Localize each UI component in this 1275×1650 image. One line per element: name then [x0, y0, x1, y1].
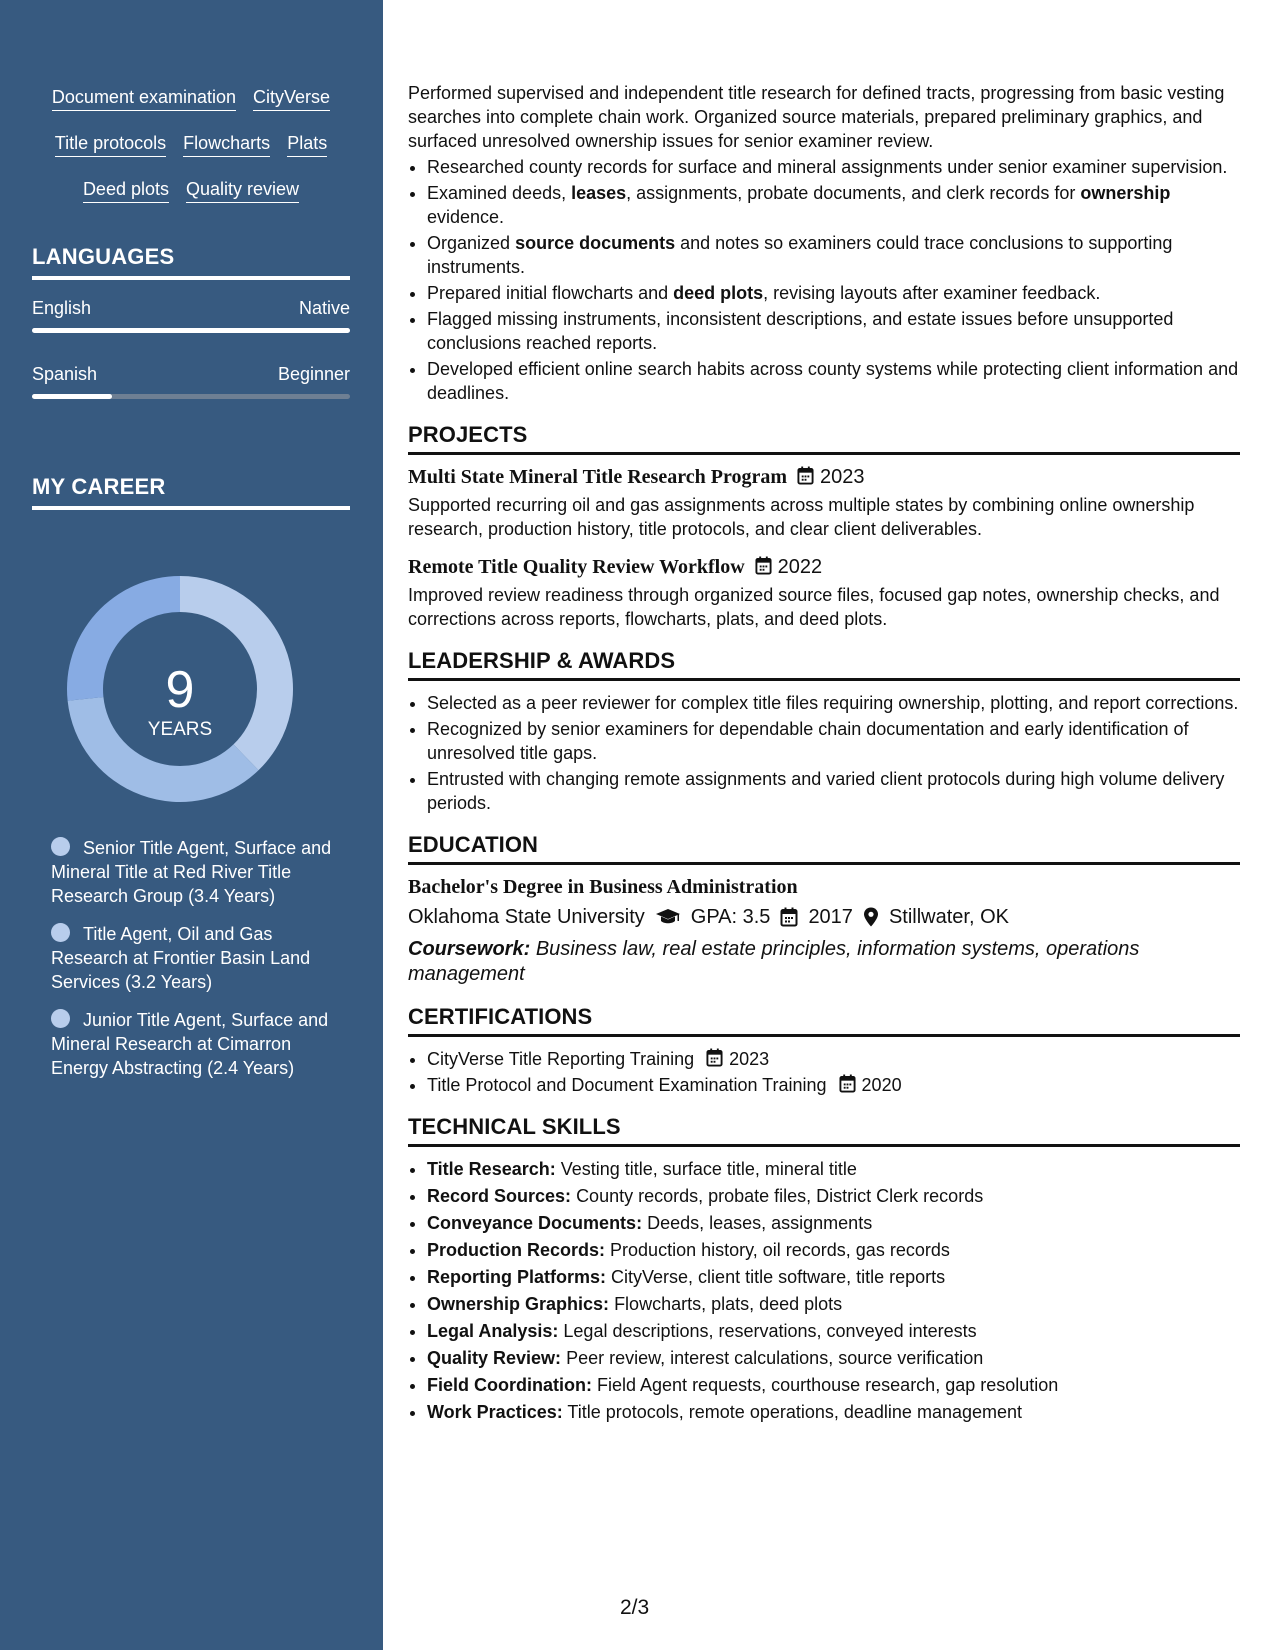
skill-item: [427, 1373, 1240, 1397]
skill-item: [427, 1184, 1240, 1208]
skill-item: [427, 1292, 1240, 1316]
projects-list: [408, 465, 1240, 631]
language-item: [32, 298, 350, 333]
bullet-text: evidence.: [427, 207, 505, 227]
skill-value: County records, probate files, District Clerk records: [576, 1186, 984, 1206]
career-segment-2: [68, 697, 259, 802]
calendar-icon: [706, 1048, 723, 1067]
certification-date: [706, 1049, 769, 1069]
skill-label: Conveyance Documents:: [427, 1213, 643, 1233]
career-text: Title Agent, Oil and Gas Research at Frontier Basin Land Services (3.2 Years): [51, 924, 311, 992]
leadership-item: • Entrusted with changing remote assignments and varied client protocols during high volume delivery periods.: [427, 767, 1240, 815]
skill-value: Flowcharts, plats, deed plots: [614, 1294, 843, 1314]
language-level: Beginner: [277, 364, 350, 384]
skill-label: Field Coordination:: [427, 1375, 592, 1395]
project-year: 2023: [820, 466, 865, 488]
skill-value: Title protocols, remote operations, deadline management: [567, 1402, 1023, 1422]
skill-item: [427, 1346, 1240, 1370]
skill-tag[interactable]: Document examination: [52, 86, 236, 111]
certification-name: CityVerse Title Reporting Training: [427, 1049, 695, 1069]
coursework-text: Business law, real estate principles, information systems, operations management: [408, 938, 1140, 985]
career-total: 9: [165, 661, 195, 719]
calendar-icon: [797, 466, 814, 485]
bullet-text: and notes so examiners could trace conclusions to supporting instruments.: [427, 233, 1173, 277]
experience-bullet: [427, 181, 1240, 229]
skill-label: Production Records:: [427, 1240, 606, 1260]
career-text: Junior Title Agent, Surface and Mineral Research at Cimarron Energy Abstracting (2.4 Years): [51, 1010, 329, 1078]
calendar-icon: [780, 907, 798, 927]
language-level: Native: [298, 298, 350, 318]
skill-value: Legal descriptions, reservations, conveyed interests: [563, 1321, 977, 1341]
skill-tag[interactable]: CityVerse: [253, 86, 330, 111]
leadership-heading: LEADERSHIP & AWARDS: [408, 649, 1240, 681]
skill-label: Work Practices:: [427, 1402, 563, 1422]
certification-year: 2020: [861, 1075, 902, 1095]
language-item: [32, 364, 350, 399]
skill-label: Quality Review:: [427, 1348, 562, 1368]
language-bar-fill: [32, 394, 112, 399]
technical-skills-list: [408, 1157, 1240, 1424]
language-bar: [32, 328, 350, 333]
project-date: [755, 556, 823, 578]
main-content: [408, 81, 1240, 1427]
career-heading: MY CAREER: [32, 474, 350, 510]
certification-date: [839, 1075, 902, 1095]
calendar-icon: [755, 556, 772, 575]
career-donut-chart: [65, 574, 295, 804]
tag-row: [32, 132, 350, 157]
skill-tag[interactable]: Plats: [287, 132, 327, 157]
project-title: [408, 465, 1240, 489]
skill-item: [427, 1238, 1240, 1262]
skill-item: [427, 1400, 1240, 1424]
certification-name: Title Protocol and Document Examination Training: [427, 1075, 827, 1095]
bullet-text: source documents: [515, 233, 676, 253]
skill-label: Ownership Graphics:: [427, 1294, 610, 1314]
graduation-cap-icon: [655, 908, 681, 926]
career-unit: YEARS: [147, 719, 213, 740]
career-dot-icon: [51, 923, 70, 942]
calendar-icon: [839, 1074, 856, 1093]
language-name: English: [32, 298, 92, 318]
bullet-text: Prepared initial flowcharts and: [427, 283, 674, 303]
skill-label: Legal Analysis:: [427, 1321, 559, 1341]
experience-summary: Performed supervised and independent title research for defined tracts, progressing from basic vesting searches into complete chain work. Organized source materials, prepared preliminary graphics, and surfaced unresolved ownership issues for senior examiner review.: [408, 83, 1225, 151]
gpa: GPA: 3.5: [690, 906, 771, 928]
location-pin-icon: [863, 907, 879, 927]
career-item: [51, 1008, 341, 1080]
skill-tag[interactable]: Quality review: [186, 178, 299, 203]
skill-tags: [32, 86, 350, 224]
education-heading: EDUCATION: [408, 833, 1240, 865]
bullet-text: Flagged missing instruments, inconsistent descriptions, and estate issues before unsupported conclusions reached reports.: [427, 309, 1174, 353]
school-location: Stillwater, OK: [888, 906, 1009, 928]
language-row: [32, 298, 350, 319]
skill-value: CityVerse, client title software, title reports: [611, 1267, 946, 1287]
career-segment-1: [180, 576, 293, 770]
skill-value: Peer review, interest calculations, source verification: [566, 1348, 984, 1368]
experience-bullet: [427, 307, 1240, 355]
project-title: [408, 555, 1240, 579]
project-year: 2022: [777, 556, 823, 578]
leadership-item: • Selected as a peer reviewer for complex title files requiring ownership, plotting, and report corrections.: [427, 691, 1240, 715]
skills-heading: TECHNICAL SKILLS: [408, 1115, 1240, 1147]
skill-value: Field Agent requests, courthouse research, gap resolution: [597, 1375, 1059, 1395]
bullet-text: Organized: [427, 233, 516, 253]
leadership-item: • Recognized by senior examiners for dependable chain documentation and early identification of unresolved title gaps.: [427, 717, 1240, 765]
skill-label: Record Sources:: [427, 1186, 572, 1206]
certifications-list: [408, 1047, 1240, 1097]
certification-item: [427, 1047, 1240, 1071]
project-name: Multi State Mineral Title Research Program: [408, 466, 787, 488]
experience-bullet: [427, 231, 1240, 279]
skill-item: [427, 1265, 1240, 1289]
bullet-text: Examined deeds,: [427, 183, 572, 203]
tag-row: [32, 86, 350, 111]
bullet-text: , assignments, probate documents, and clerk records for: [626, 183, 1081, 203]
skill-label: Reporting Platforms:: [427, 1267, 607, 1287]
career-item: [51, 922, 341, 994]
skill-item: [427, 1211, 1240, 1235]
tag-row: [32, 178, 350, 203]
projects-heading: PROJECTS: [408, 423, 1240, 455]
career-segment-3: [67, 576, 180, 701]
graduation-year: 2017: [808, 906, 853, 928]
career-item: [51, 836, 341, 908]
experience-bullet: [427, 155, 1240, 179]
leadership-list: [408, 691, 1240, 815]
language-name: Spanish: [32, 364, 98, 384]
experience-bullets: [408, 155, 1240, 405]
language-row: [32, 364, 350, 385]
certification-year: 2023: [729, 1049, 770, 1069]
language-bar: [32, 394, 350, 399]
career-dot-icon: [51, 837, 70, 856]
languages-heading: LANGUAGES: [32, 244, 350, 280]
skill-item: [427, 1319, 1240, 1343]
bullet-text: ownership: [1080, 183, 1171, 203]
career-text: Senior Title Agent, Surface and Mineral Title at Red River Title Research Group (3.4 Years): [51, 838, 332, 906]
bullet-text: leases: [571, 183, 627, 203]
sidebar: [0, 0, 383, 1650]
experience-bullet: [427, 357, 1240, 405]
skill-value: Production history, oil records, gas records: [610, 1240, 950, 1260]
school-name: Oklahoma State University: [408, 906, 645, 928]
language-bar-fill: [32, 328, 350, 333]
project-name: Remote Title Quality Review Workflow: [408, 556, 745, 578]
bullet-text: Developed efficient online search habits across county systems while protecting client information and deadlines.: [427, 359, 1239, 403]
certifications-heading: CERTIFICATIONS: [408, 1005, 1240, 1037]
skill-value: Vesting title, surface title, mineral title: [560, 1159, 857, 1179]
skill-value: Deeds, leases, assignments: [647, 1213, 873, 1233]
education-meta: [408, 905, 1240, 929]
experience-bullet: [427, 281, 1240, 305]
skill-tag[interactable]: Title protocols: [55, 132, 166, 157]
skill-tag[interactable]: Flowcharts: [183, 132, 270, 157]
skill-tag[interactable]: Deed plots: [83, 178, 169, 203]
project-date: [797, 466, 865, 488]
coursework: [408, 937, 1240, 987]
bullet-text: deed plots: [673, 283, 764, 303]
bullet-text: Researched county records for surface and mineral assignments under senior examiner supervision.: [427, 157, 1228, 177]
degree-title: Bachelor's Degree in Business Administration: [408, 876, 798, 898]
skill-label: Title Research:: [427, 1159, 556, 1179]
certification-item: [427, 1073, 1240, 1097]
page-number: 2/3: [620, 1596, 650, 1619]
coursework-label: Coursework:: [408, 938, 531, 960]
skill-item: [427, 1157, 1240, 1181]
project-description: Supported recurring oil and gas assignments across multiple states by combining online ownership research, production history, title protocols, and clear client deliverables.: [408, 495, 1195, 539]
career-list: [51, 836, 341, 1094]
bullet-text: , revising layouts after examiner feedback.: [763, 283, 1101, 303]
career-dot-icon: [51, 1009, 70, 1028]
project-description: Improved review readiness through organized source files, focused gap notes, ownership checks, and corrections across reports, flowcharts, plats, and deed plots.: [408, 585, 1220, 629]
